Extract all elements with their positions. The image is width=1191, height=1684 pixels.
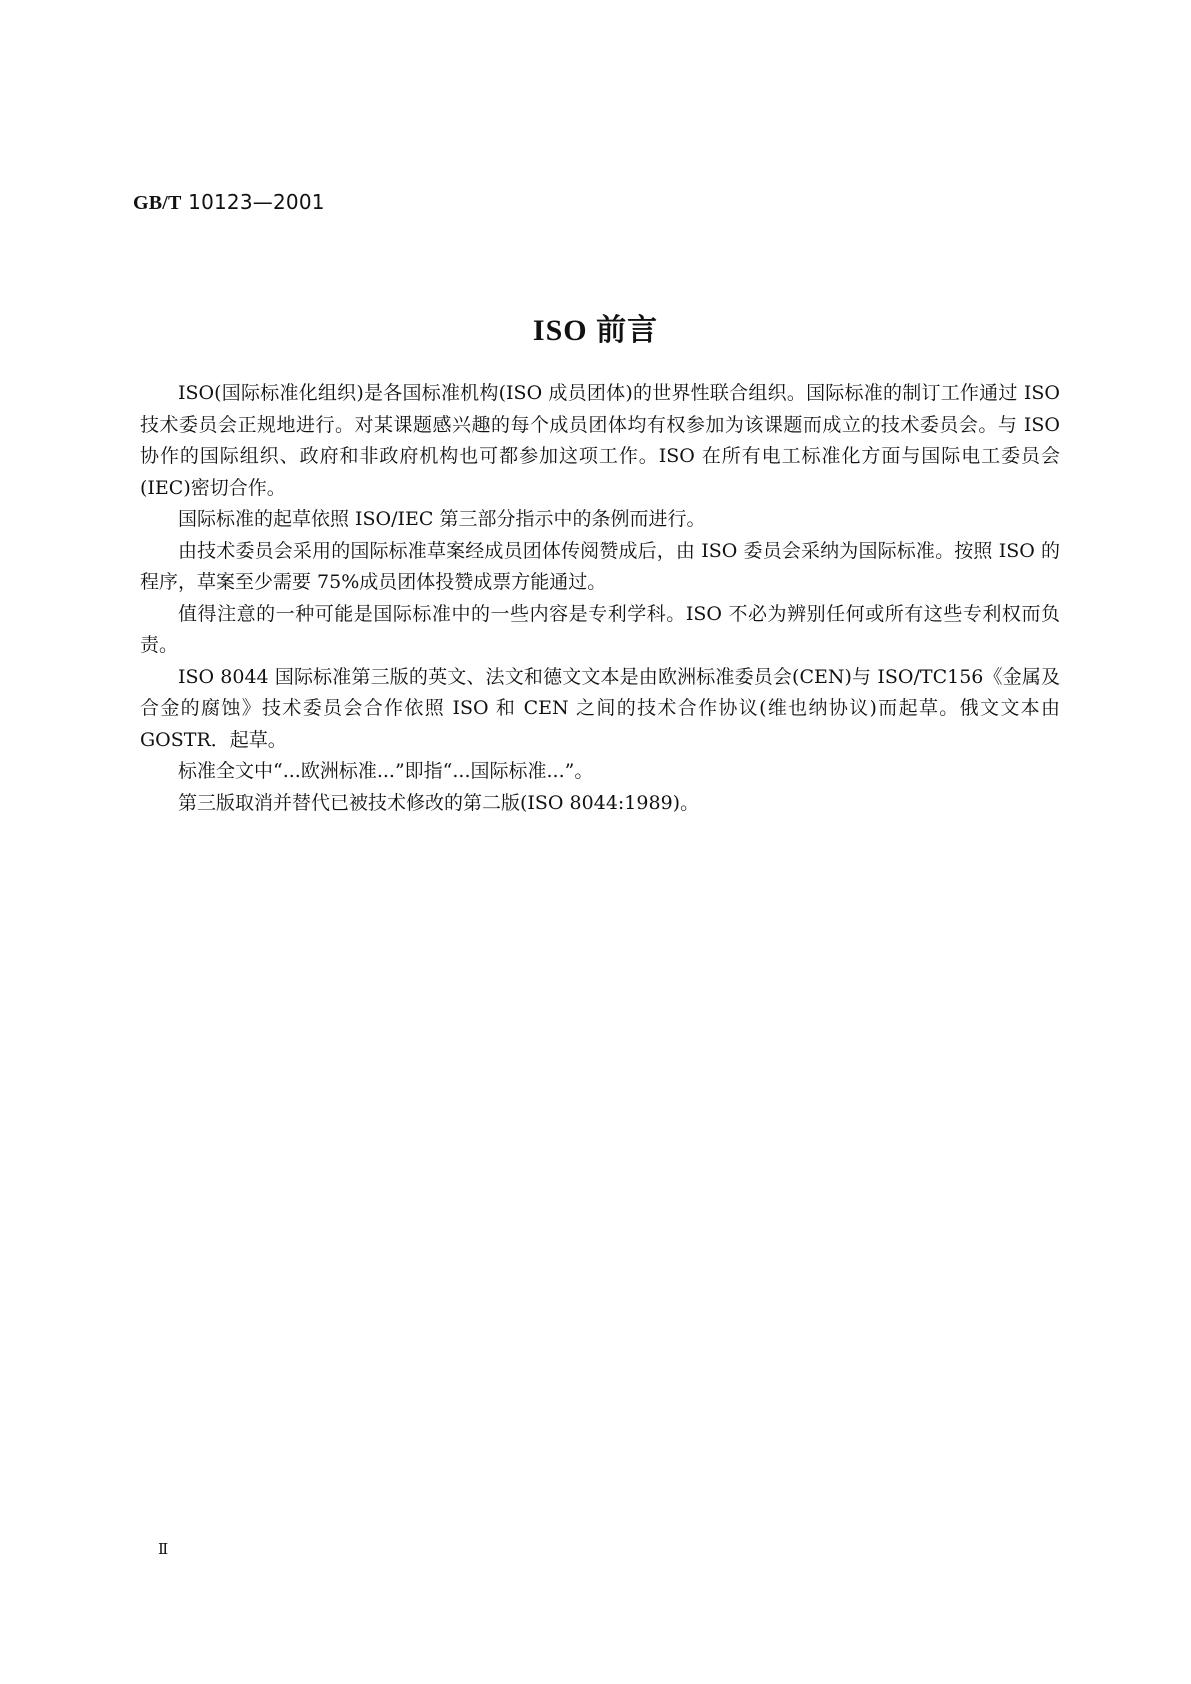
paragraph-4: 值得注意的一种可能是国际标准中的一些内容是专利学科。ISO 不必为辨别任何或所有这些专利权而负责。 (140, 602, 1060, 656)
standard-prefix: GB/T (133, 192, 182, 214)
page-title: ISO 前言 (532, 314, 659, 347)
paragraph-6: 标准全文中“...欧洲标准...”即指“...国际标准...”。 (178, 760, 594, 782)
paragraph-3: 由技术委员会采用的国际标准草案经成员团体传阅赞成后，由 ISO 委员会采纳为国际标准。按照 ISO 的程序，草案至少需要 75%成员团体投赞成票方能通过。 (140, 539, 1060, 593)
page-number: Ⅱ (158, 1542, 169, 1558)
paragraph-7: 第三版取消并替代已被技术修改的第二版(ISO 8044:1989)。 (178, 791, 700, 814)
paragraph-2: 国际标准的起草依照 ISO/IEC 第三部分指示中的条例而进行。 (178, 508, 706, 530)
paragraph-1: ISO(国际标准化组织)是各国标准机构(ISO 成员团体)的世界性联合组织。国际标准的制订工作通过 ISO 技术委员会正规地进行。对某课题感兴趣的每个成员团体均有权参加为该课题而成立的技术委员会。与 ISO 协作的国际组织、政府和非政府机构也可都参加这项工作。ISO 在所有电工标准化方面与国际电工委员会(IEC)密切合作。 (140, 382, 1060, 499)
foreword-body (140, 378, 1060, 819)
paragraph-5: ISO 8044 国际标准第三版的英文、法文和德文文本是由欧洲标准委员会(CEN)与 ISO/TC156《金属及合金的腐蚀》技术委员会合作依照 ISO 和 CEN 之间的技术合作协议(维也纳协议)而起草。俄文文本由 GOSTR．起草。 (140, 665, 1060, 751)
standard-code (133, 190, 325, 215)
standard-number: 10123—2001 (188, 190, 325, 214)
